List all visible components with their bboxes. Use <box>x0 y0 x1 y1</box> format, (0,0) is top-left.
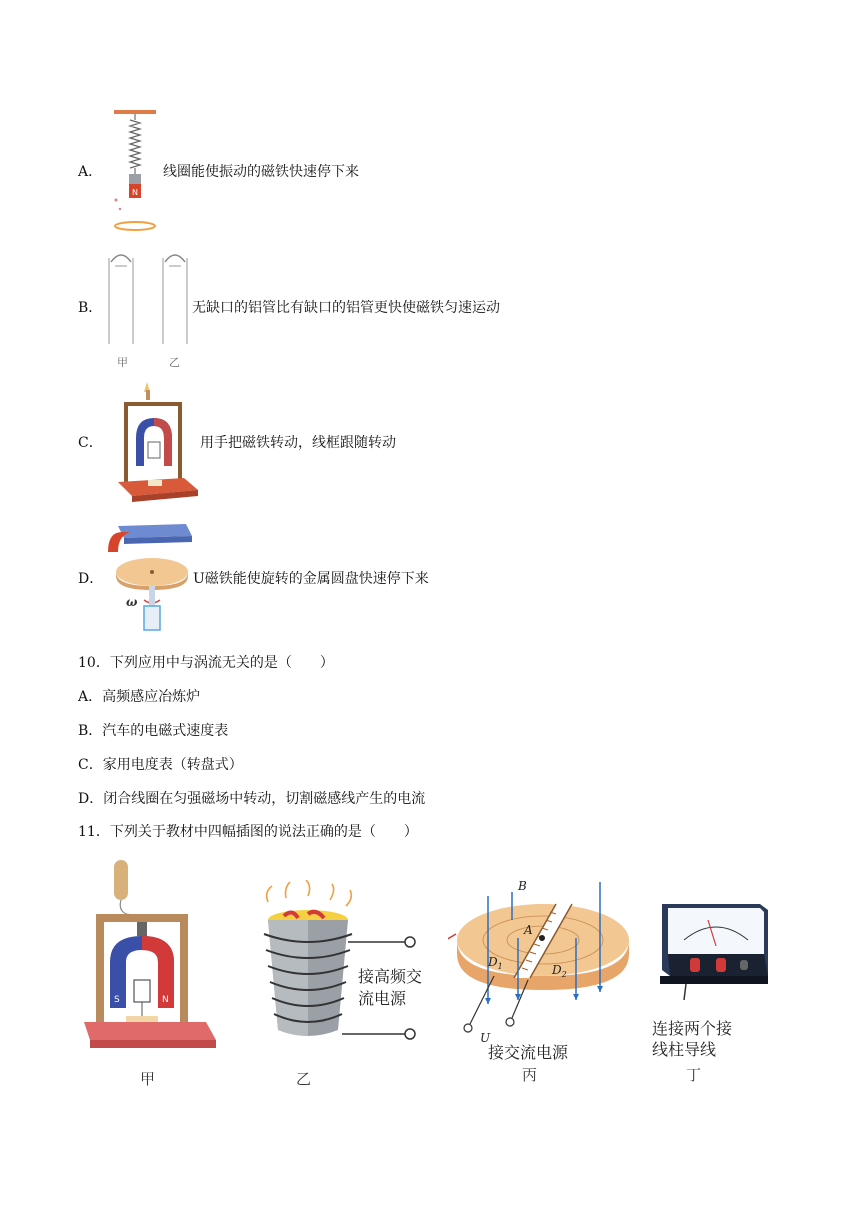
question-10-option-c: C．家用电度表（转盘式） <box>78 757 243 773</box>
figure-u-magnet-disk <box>104 522 196 634</box>
option-c-text: 用手把磁铁转动，线框跟随转动 <box>200 435 396 451</box>
question-10-option-d: D．闭合线圈在匀强磁场中转动，切割磁感线产生的电流 <box>78 791 426 807</box>
question-10-stem: 10．下列应用中与涡流无关的是（ ） <box>78 655 334 671</box>
figure-spring-magnet-coil <box>108 108 162 234</box>
bing-a-label: A <box>524 923 533 937</box>
bing-d1-label: $D_1$ <box>488 955 503 971</box>
bing-power-note: 接交流电源 <box>488 1043 569 1062</box>
tube-label-jia: 甲 <box>117 356 128 369</box>
figure-rotating-magnet-frame <box>114 378 200 502</box>
yi-note-line-1: 接高频交 <box>358 967 423 986</box>
option-a-letter: A． <box>78 164 103 180</box>
caption-ding: 丁 <box>686 1066 702 1084</box>
option-d-letter: D． <box>78 571 104 587</box>
option-a-text: 线圈能使振动的磁铁快速停下来 <box>163 164 359 180</box>
caption-yi: 乙 <box>296 1070 312 1088</box>
option-b-text: 无缺口的铝管比有缺口的铝管更快使磁铁匀速运动 <box>192 300 500 316</box>
omega-label: ω <box>126 595 138 609</box>
tube-label-yi: 乙 <box>169 356 180 369</box>
option-d-text: U磁铁能使旋转的金属圆盘快速停下来 <box>193 571 429 587</box>
bing-u-label: U <box>480 1031 491 1045</box>
figure-ding-ammeter <box>656 900 772 1010</box>
question-11-stem: 11．下列关于教材中四幅插图的说法正确的是（ ） <box>78 824 418 840</box>
figure-bing-cyclotron <box>448 876 638 1048</box>
ding-note-line-1: 连接两个接 <box>652 1019 733 1038</box>
bing-b-label: B <box>518 879 527 893</box>
question-10-option-b: B．汽车的电磁式速度表 <box>78 723 229 739</box>
option-b-letter: B． <box>78 300 103 316</box>
figure-aluminium-tubes <box>103 244 193 372</box>
jia-n-label: N <box>162 995 169 1005</box>
option-c-letter: C． <box>78 435 103 451</box>
magnet-n-label: N <box>132 188 138 197</box>
figure-jia-magnet-frame <box>82 858 218 1064</box>
caption-jia: 甲 <box>140 1070 156 1088</box>
yi-note-line-2: 流电源 <box>358 989 407 1008</box>
ding-note-line-2: 线柱导线 <box>652 1040 717 1059</box>
jia-s-label: S <box>114 995 120 1005</box>
bing-d2-label: $D_2$ <box>552 963 567 979</box>
caption-bing: 丙 <box>522 1066 538 1084</box>
question-10-option-a: A．高频感应冶炼炉 <box>78 689 201 705</box>
